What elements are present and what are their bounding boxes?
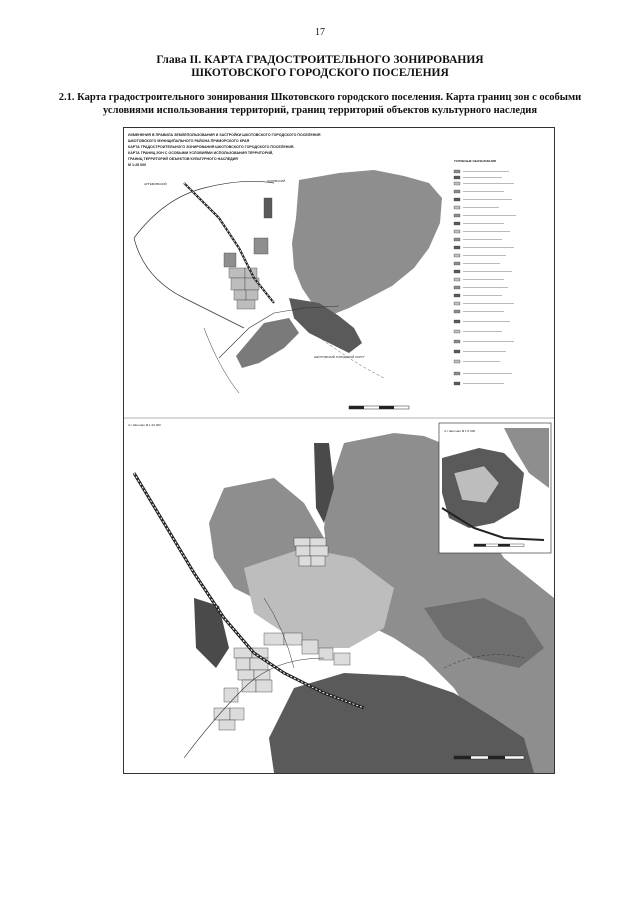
legend (454, 159, 516, 385)
place-label-1: АРТЁМОВСКИЙ (144, 182, 167, 186)
section-line-1: 2.1. Карта градостроительного зонирования Шкотовского городского поселения. Карта границ зон с особыми (58, 92, 582, 103)
zoning-map (123, 127, 555, 774)
place-label-3: ШКОТОВСКИЙ ГОРОДСКОЙ ОКРУГ (314, 355, 365, 359)
inset-map-right (439, 423, 551, 553)
map-title-5: ГРАНИЦ ТЕРРИТОРИЙ ОБЪЕКТОВ КУЛЬТУРНОГО НАСЛЕДИЯ (128, 157, 238, 161)
upper-zone-diag (236, 318, 299, 368)
chapter-line-2: ШКОТОВСКОГО ГОРОДСКОГО ПОСЕЛЕНИЯ (191, 67, 449, 79)
upper-scale-bar (349, 406, 409, 409)
map-title-2: ШКОТОВСКОГО МУНИЦИПАЛЬНОГО РАЙОНА ПРИМОРСКОГО КРАЯ (128, 139, 250, 143)
map-title-4: КАРТА ГРАНИЦ ЗОН С ОСОБЫМИ УСЛОВИЯМИ ИСПОЛЬЗОВАНИЯ ТЕРРИТОРИЙ, (128, 151, 274, 155)
page-number: 17 (315, 27, 325, 38)
map-title-6: М 1:25 000 (128, 163, 147, 167)
chapter-line-1: Глава II. КАРТА ГРАДОСТРОИТЕЛЬНОГО ЗОНИРОВАНИЯ (156, 54, 484, 66)
inset-label-lower-right: пгт Шкотово М 1:5 000 (444, 429, 476, 433)
lower-scale-bar (454, 756, 524, 759)
map-drawing (124, 128, 554, 773)
lower-map (128, 423, 554, 773)
inset-label-lower-left: пгт Шкотово М 1:10 000 (128, 423, 161, 427)
chapter-heading (0, 54, 640, 80)
lower-zone-dark-3 (194, 598, 229, 668)
section-line-2: условиями использования территорий, границ территорий объектов культурного наследия (102, 104, 537, 116)
inset-scale-bar (474, 544, 524, 547)
map-title-1: ИЗМЕНЕНИЯ В ПРАВИЛА ЗЕМЛЕПОЛЬЗОВАНИЯ И ЗАСТРОЙКИ ШКОТОВСКОГО ГОРОДСКОГО ПОСЕЛЕНИЯ (128, 133, 321, 137)
section-heading (40, 92, 600, 117)
place-label-2: ЛАЗОВСКИЙ (267, 179, 286, 183)
map-title-3: КАРТА ГРАДОСТРОИТЕЛЬНОГО ЗОНИРОВАНИЯ ШКОТОВСКОГО ГОРОДСКОГО ПОСЕЛЕНИЯ. (128, 145, 295, 149)
legend-title: УСЛОВНЫЕ ОБОЗНАЧЕНИЯ (454, 159, 496, 163)
upper-zone-large (292, 170, 442, 316)
upper-map (124, 133, 554, 418)
